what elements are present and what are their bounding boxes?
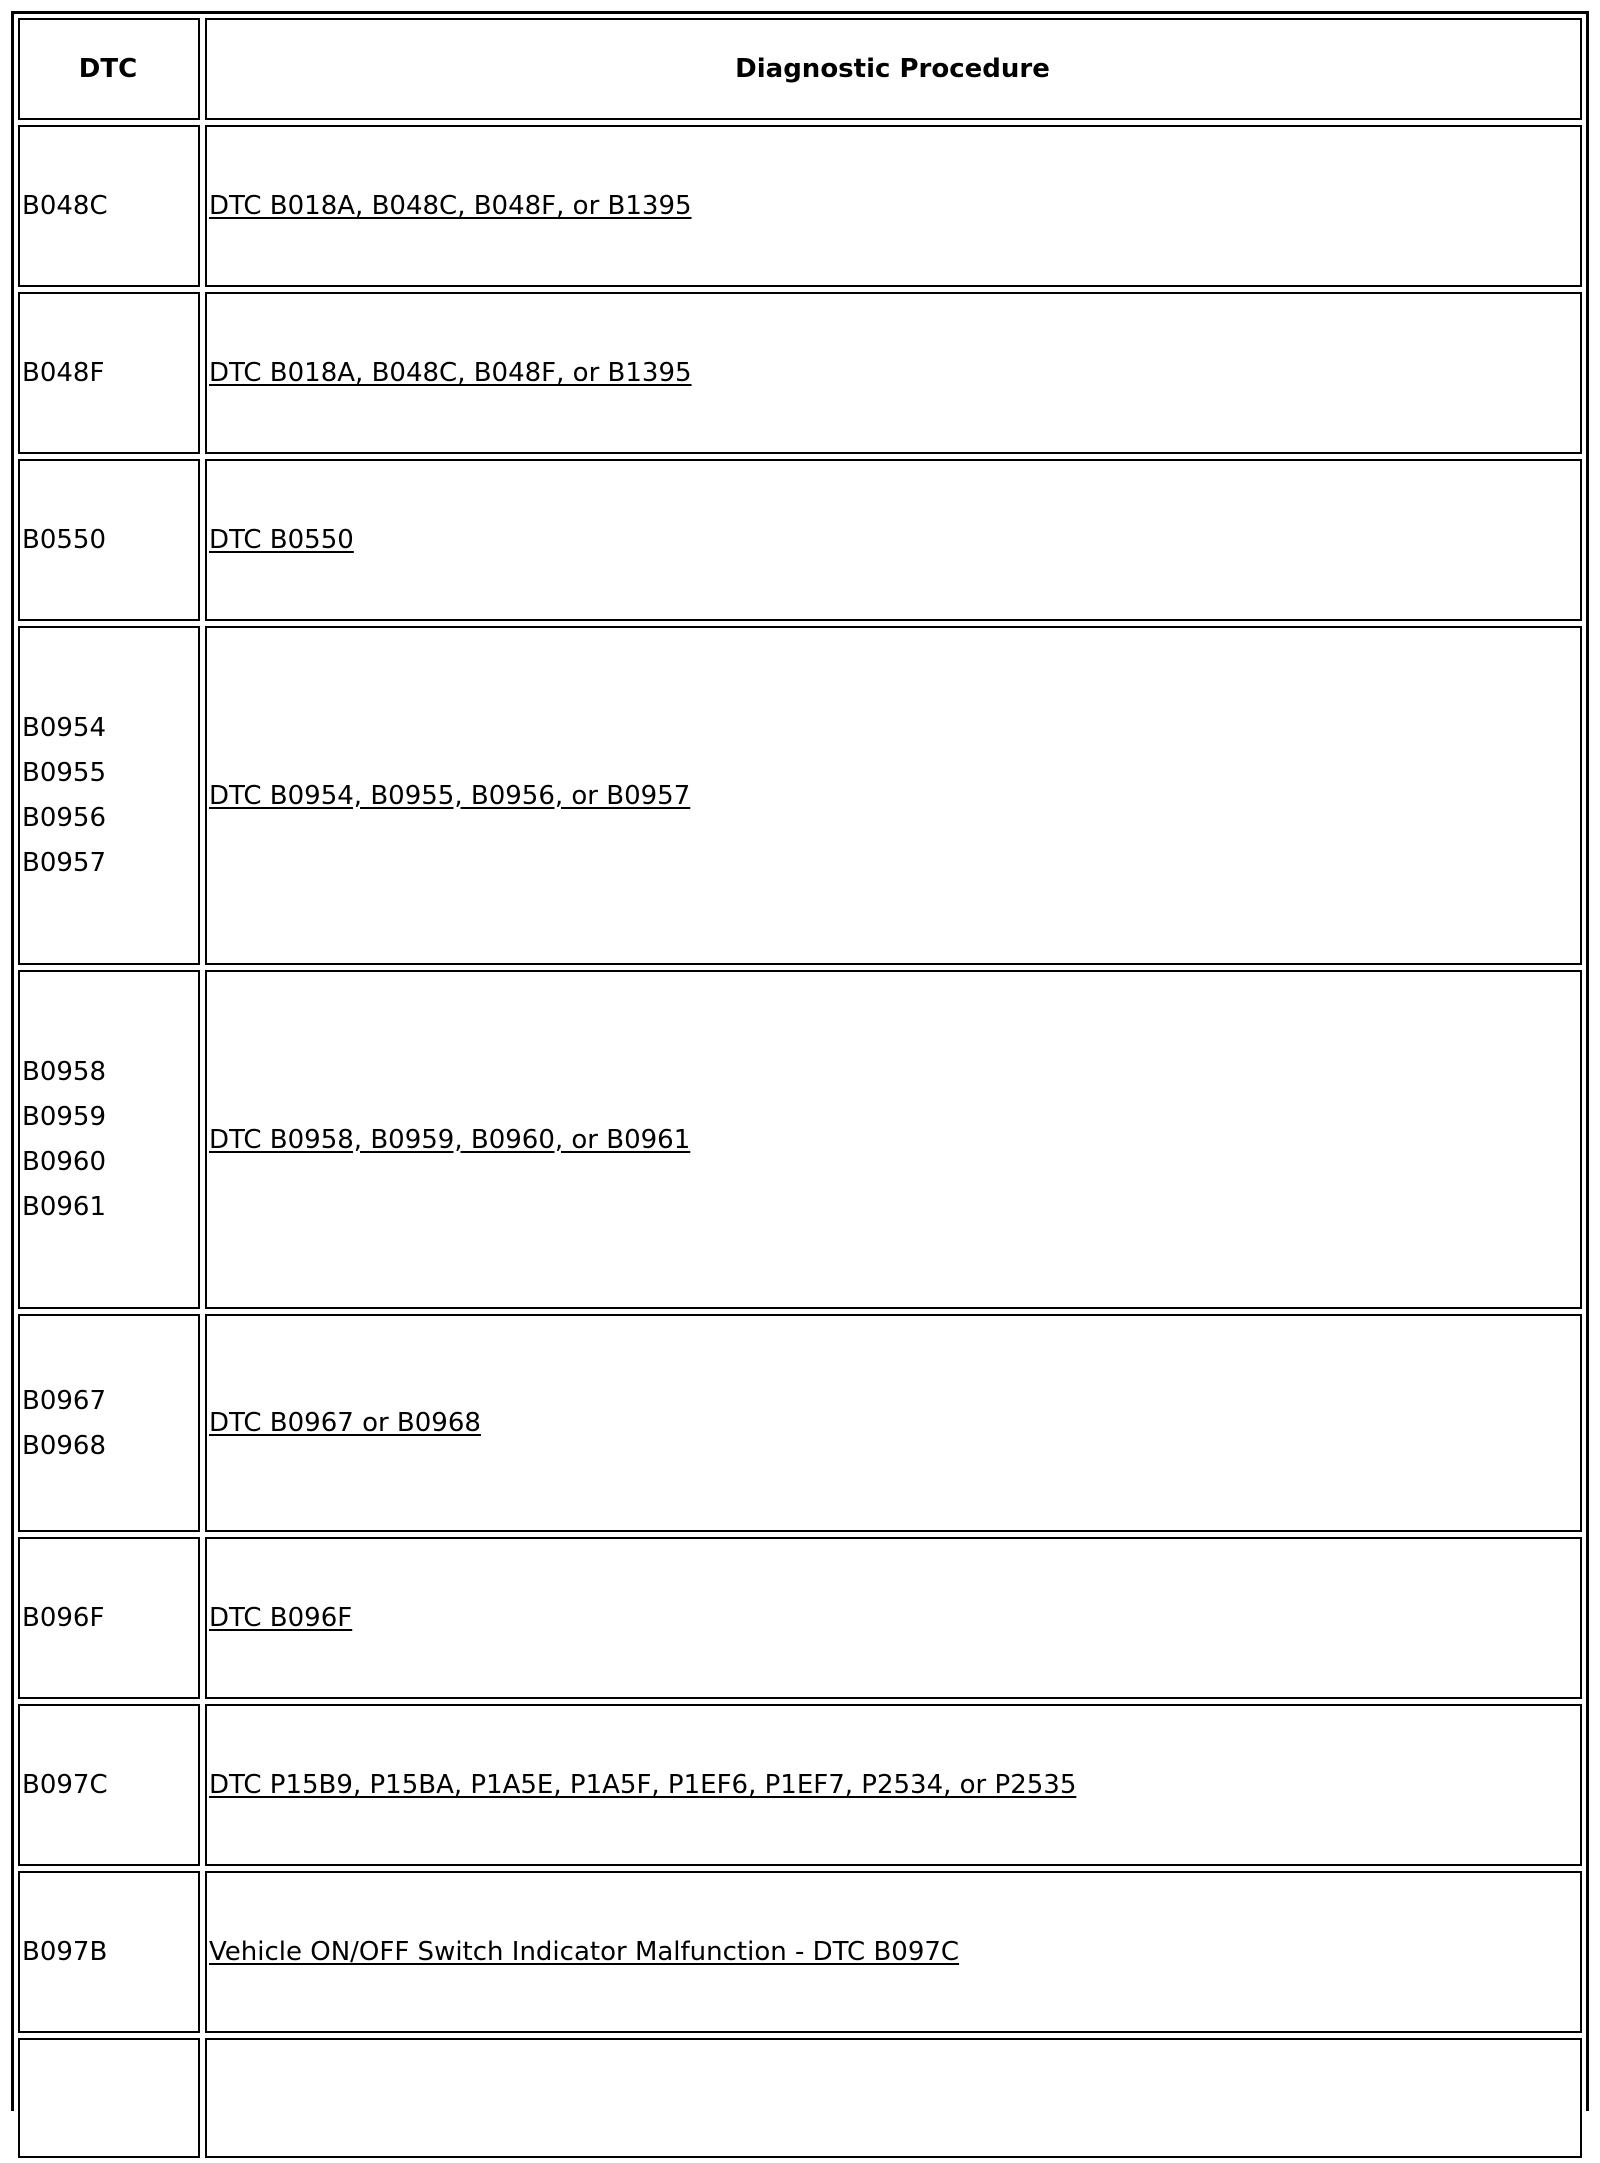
dtc-code-cell bbox=[18, 1537, 200, 1699]
dtc-code-cell bbox=[18, 1871, 200, 2033]
procedure-cell bbox=[205, 1871, 1582, 2033]
dtc-code: B0959 bbox=[22, 1102, 107, 1132]
procedure-link[interactable]: DTC B0954, B0955, B0956, or B0957 bbox=[209, 780, 691, 811]
procedure-link[interactable]: Vehicle ON/OFF Switch Indicator Malfunction - DTC B097C bbox=[209, 1937, 960, 1967]
procedure-cell bbox=[205, 970, 1582, 1309]
dtc-code: B097B bbox=[22, 1937, 108, 1967]
dtc-code: B097C bbox=[22, 1770, 108, 1800]
procedure-link[interactable]: DTC B0958, B0959, B0960, or B0961 bbox=[209, 1124, 691, 1155]
dtc-code-cell bbox=[18, 2038, 200, 2158]
dtc-table bbox=[13, 13, 1587, 2163]
procedure-cell bbox=[205, 459, 1582, 621]
procedure-cell bbox=[205, 1704, 1582, 1866]
table-row bbox=[18, 459, 1582, 621]
table-row bbox=[18, 626, 1582, 965]
procedure-cell bbox=[205, 2038, 1582, 2158]
dtc-code: B0550 bbox=[22, 525, 107, 555]
dtc-code-cell bbox=[18, 125, 200, 287]
dtc-code-cell bbox=[18, 970, 200, 1309]
procedure-cell bbox=[205, 1314, 1582, 1532]
table-row bbox=[18, 2038, 1582, 2158]
table-row bbox=[18, 125, 1582, 287]
procedure-link[interactable]: DTC B0967 or B0968 bbox=[209, 1408, 481, 1438]
procedure-link[interactable]: DTC B0550 bbox=[209, 525, 354, 555]
dtc-code-cell bbox=[18, 292, 200, 454]
dtc-code: B0967 bbox=[22, 1385, 107, 1416]
dtc-code: B096F bbox=[22, 1603, 105, 1633]
dtc-code: B0968 bbox=[22, 1430, 107, 1461]
procedure-cell bbox=[205, 292, 1582, 454]
dtc-code-cell bbox=[18, 459, 200, 621]
dtc-code: B0957 bbox=[22, 848, 107, 878]
dtc-code: B0961 bbox=[22, 1192, 107, 1222]
dtc-code: B0960 bbox=[22, 1147, 107, 1177]
dtc-code: B0956 bbox=[22, 803, 107, 833]
header-dtc: DTC bbox=[18, 18, 200, 120]
table-row bbox=[18, 1704, 1582, 1866]
procedure-link[interactable]: DTC B018A, B048C, B048F, or B1395 bbox=[209, 358, 692, 388]
procedure-link[interactable]: DTC B096F bbox=[209, 1603, 353, 1633]
dtc-code: B0958 bbox=[22, 1057, 107, 1087]
dtc-table-frame bbox=[11, 11, 1589, 2111]
dtc-code-cell bbox=[18, 626, 200, 965]
dtc-code-cell bbox=[18, 1704, 200, 1866]
table-header-row bbox=[18, 18, 1582, 120]
dtc-code: B048C bbox=[22, 191, 108, 221]
table-row bbox=[18, 1537, 1582, 1699]
table-row bbox=[18, 292, 1582, 454]
header-diagnostic-procedure: Diagnostic Procedure bbox=[205, 18, 1582, 120]
procedure-cell bbox=[205, 1537, 1582, 1699]
procedure-cell bbox=[205, 125, 1582, 287]
dtc-code: B0955 bbox=[22, 758, 107, 788]
procedure-cell bbox=[205, 626, 1582, 965]
procedure-link[interactable]: DTC B018A, B048C, B048F, or B1395 bbox=[209, 191, 692, 221]
table-row bbox=[18, 970, 1582, 1309]
procedure-link[interactable]: DTC P15B9, P15BA, P1A5E, P1A5F, P1EF6, P1EF7, P2534, or P2535 bbox=[209, 1770, 1077, 1800]
dtc-code-cell bbox=[18, 1314, 200, 1532]
dtc-code: B0954 bbox=[22, 713, 107, 743]
table-row bbox=[18, 1314, 1582, 1532]
dtc-code: B048F bbox=[22, 358, 105, 388]
table-row bbox=[18, 1871, 1582, 2033]
